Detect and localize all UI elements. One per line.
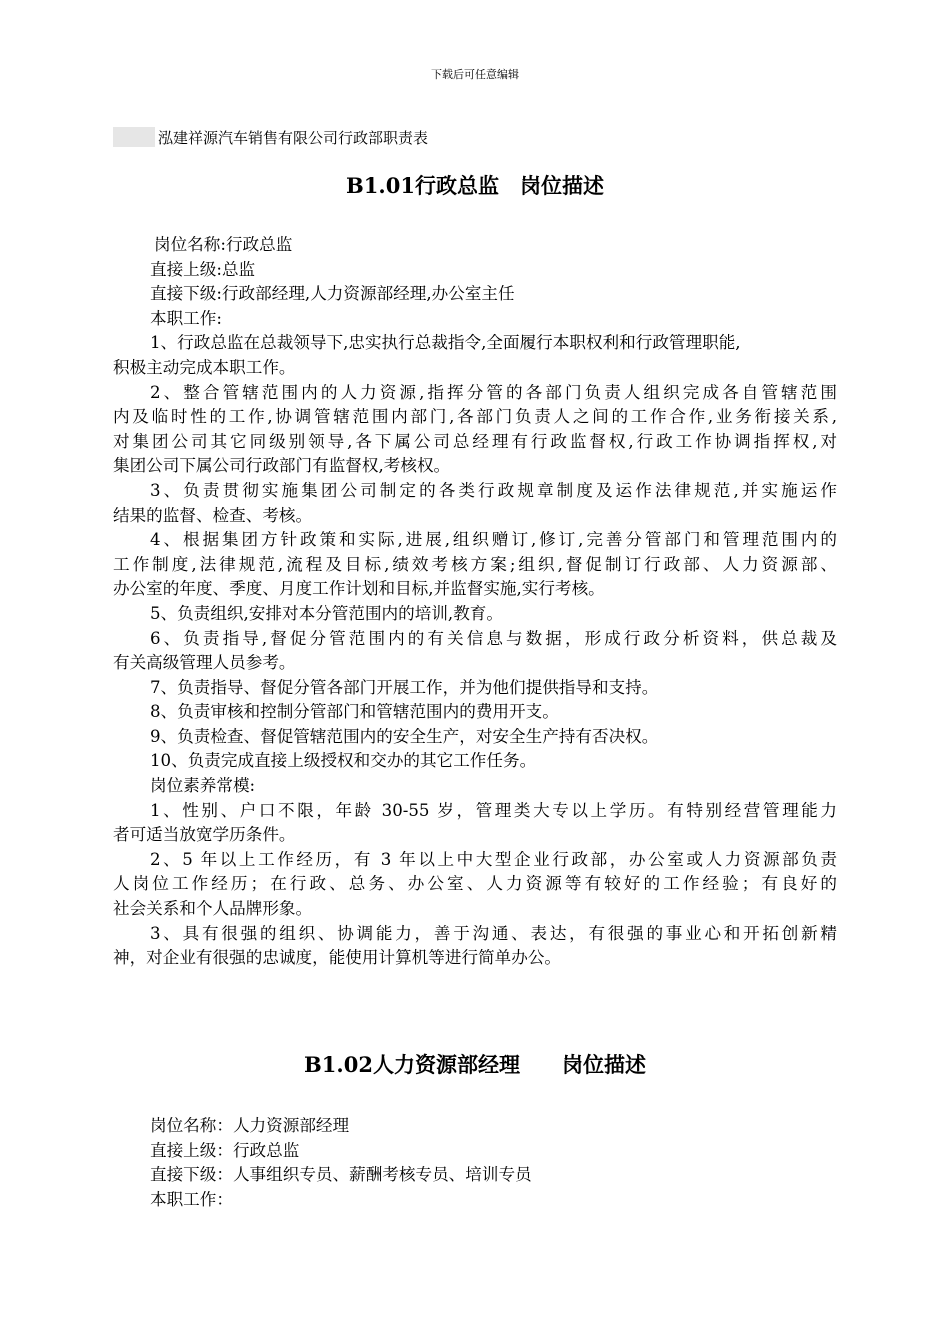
duty-6-line-1: 6、负责指导,督促分管范围内的有关信息与数据，形成行政分析资料，供总裁及	[150, 628, 837, 648]
duty-10: 10、负责完成直接上级授权和交办的其它工作任务。	[150, 751, 537, 771]
position-name: 岗位名称:行政总监	[154, 235, 293, 254]
section1-title: B1.01行政总监 岗位描述	[346, 173, 604, 198]
duty-2-line-4: 集团公司下属公司行政部门有监督权,考核权。	[113, 456, 451, 476]
duty-4-line-1: 4、根据集团方针政策和实际,进展,组织赠订,修订,完善分管部门和管理范围内的	[150, 530, 837, 550]
section2-title: B1.02人力资源部经理 岗位描述	[304, 1052, 646, 1077]
duty-5: 5、负责组织,安排对本分管范围内的培训,教育。	[150, 603, 503, 623]
duty-1-line-1: 1、行政总监在总裁领导下,忠实执行总裁指令,全面履行本职权利和行政管理职能,	[150, 333, 741, 353]
duty-7: 7、负责指导、督促分管各部门开展工作，并为他们提供指导和支持。	[150, 677, 659, 697]
duty-6-line-2: 有关高级管理人员参考。	[113, 653, 296, 673]
duty-9: 9、负责检查、督促管辖范围内的安全生产，对安全生产持有否决权。	[150, 726, 659, 746]
qualification-3-line-1: 3、具有很强的组织、协调能力，善于沟通、表达，有很强的事业心和开拓创新精	[150, 923, 837, 943]
section2-body	[113, 1114, 837, 1212]
duty-2-line-1: 2、整合管辖范围内的人力资源,指挥分管的各部门负责人组织完成各自管辖范围	[150, 382, 837, 402]
direct-subordinates: 直接下级:行政部经理,人力资源部经理,办公室主任	[150, 284, 515, 304]
direct-superior: 直接上级:总监	[150, 259, 256, 279]
shading-block	[113, 127, 155, 147]
duties-label: 本职工作：	[150, 1189, 233, 1209]
header-note: 下载后可任意编辑	[431, 68, 519, 81]
company-title-row	[113, 127, 428, 147]
qualifications-label: 岗位素养常模:	[150, 776, 256, 796]
duty-3-line-1: 3、负责贯彻实施集团公司制定的各类行政规章制度及运作法律规范,并实施运作	[150, 480, 837, 500]
qualification-2-line-2: 人岗位工作经历；在行政、总务、办公室、人力资源等有较好的工作经验；有良好的	[113, 874, 837, 894]
duty-4-line-3: 办公室的年度、季度、月度工作计划和目标,并监督实施,实行考核。	[113, 579, 605, 599]
qualification-2-line-1: 2、5 年以上工作经历，有 3 年以上中大型企业行政部，办公室或人力资源部负责	[150, 849, 837, 869]
company-title: 泓建祥源汽车销售有限公司行政部职责表	[158, 128, 429, 147]
duty-2-line-2: 内及临时性的工作,协调管辖范围内部门,各部门负责人之间的工作合作,业务衔接关系,	[113, 407, 837, 427]
position-name: 岗位名称：人力资源部经理	[150, 1116, 350, 1135]
duty-8: 8、负责审核和控制分管部门和管辖范围内的费用开支。	[150, 702, 559, 722]
duty-4-line-2: 工作制度,法律规范,流程及目标,绩效考核方案;组织,督促制订行政部、人力资源部、	[113, 554, 837, 574]
qualification-2-line-3: 社会关系和个人品牌形象。	[113, 899, 313, 919]
direct-superior: 直接上级：行政总监	[150, 1140, 300, 1160]
direct-subordinates: 直接下级：人事组织专员、薪酬考核专员、培训专员	[150, 1165, 532, 1185]
duties-label: 本职工作:	[150, 308, 222, 328]
qualification-3-line-2: 神，对企业有很强的忠诚度，能使用计算机等进行简单办公。	[113, 948, 562, 968]
duty-2-line-3: 对集团公司其它同级别领导,各下属公司总经理有行政监督权,行政工作协调指挥权,对	[113, 431, 837, 451]
qualification-1-line-2: 者可适当放宽学历条件。	[113, 825, 296, 845]
duty-1-line-2: 积极主动完成本职工作。	[113, 357, 296, 377]
duty-3-line-2: 结果的监督、检查、考核。	[113, 505, 313, 525]
section1-body	[113, 233, 837, 971]
qualification-1-line-1: 1、性别、户口不限，年龄 30-55 岁，管理类大专以上学历。有特别经营管理能力	[150, 800, 837, 820]
